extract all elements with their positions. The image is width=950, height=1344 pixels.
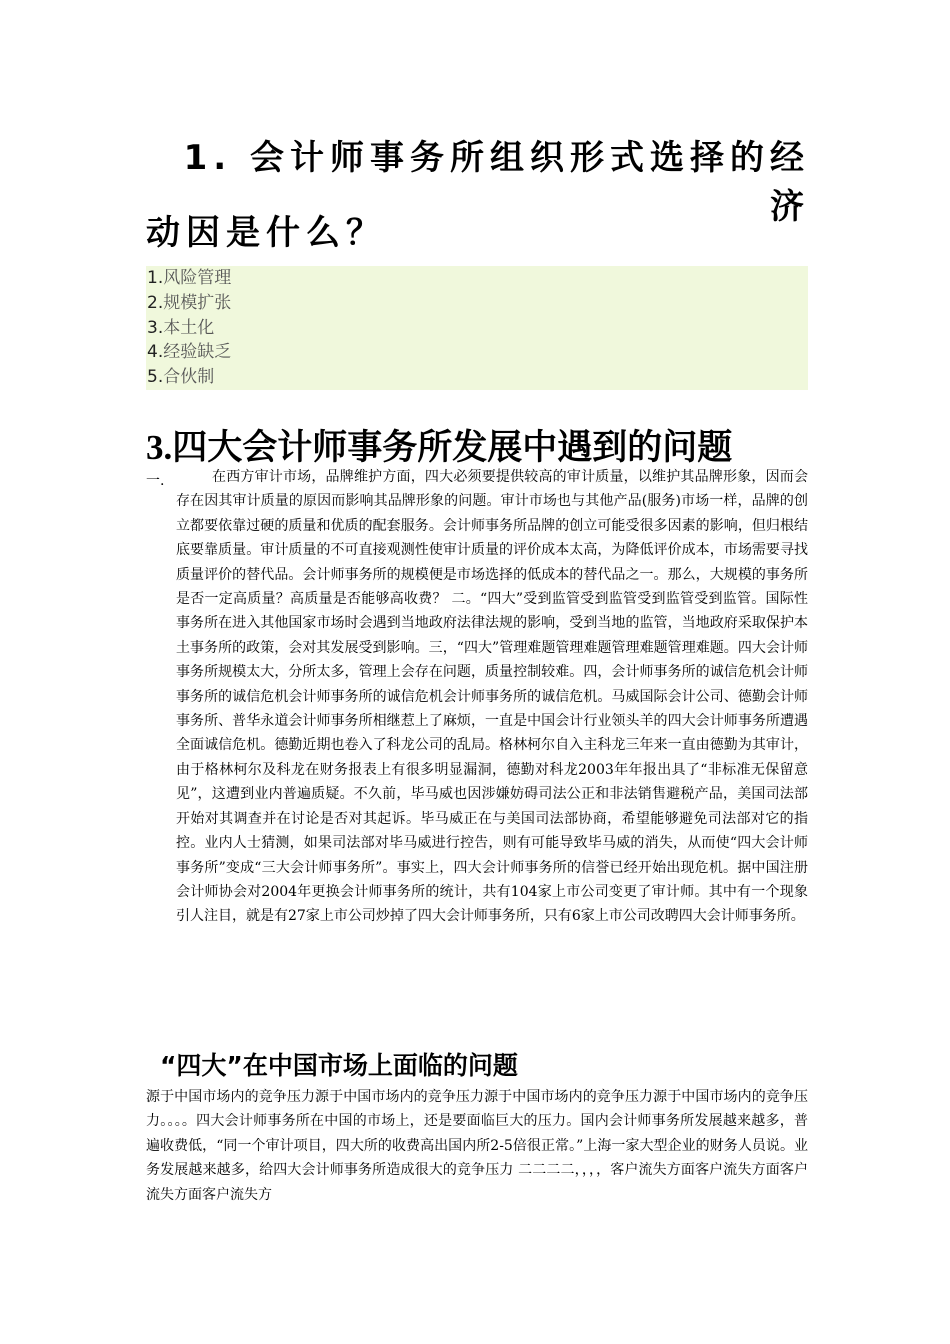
list-item <box>146 316 808 341</box>
list-item <box>146 340 808 365</box>
body-paragraph-china: 源于中国市场内的竞争压力源于中国市场内的竞争压力源于中国市场内的竞争压力源于中国市场内的竞争压力。。。。四大会计师事务所在中国的市场上，还是要面临巨大的压力。国内会计师事务所发展越来越多，普遍收费低，“同一个审计项目，四大所的收费高出国内所2-5倍很正常。”上海一家大型企业的财务人员说。业务发展越来越多，给四大会计师事务所造成很大的竞争压力 二二二二，，，，客户流失方面客户流失方面客户流失方面客户流失方 <box>146 1089 808 1203</box>
list-item-number: 5. <box>147 367 164 388</box>
list-item-number: 3. <box>147 317 164 338</box>
list-item-number: 1. <box>147 268 164 288</box>
list-marker: 一. <box>146 473 165 489</box>
list-item-text: 风险管理 <box>163 268 232 288</box>
heading-question-line1: 1. 会计师事务所组织形式选择的经济 <box>183 138 810 227</box>
list-item <box>146 365 808 390</box>
list-item-number: 2. <box>147 292 164 313</box>
list-item <box>146 266 808 291</box>
list-item-text: 合伙制 <box>163 367 215 388</box>
list-item-text: 本土化 <box>163 317 215 338</box>
list-item-text: 规模扩张 <box>163 292 232 313</box>
list-item-number: 4. <box>147 342 164 363</box>
section-heading-china-market: “四大”在中国市场上面临的问题 <box>160 1051 518 1080</box>
body-paragraph: 在西方审计市场，品牌维护方面，四大必须要提供较高的审计质量，以维护其品牌形象，因而会存在因其审计质量的原因而影响其品牌形象的问题。审计市场也与其他产品(服务)市场一样，品牌的创立都要依靠过硬的质量和优质的配套服务。会计师事务所品牌的创立可能受很多因素的影响，但归根结底要靠质量。审计质量的不可直接观测性使审计质量的评价成本太高，为降低评价成本，市场需要寻找质量评价的替代品。会计师事务所的规模便是市场选择的低成本的替代品之一。那么，大规模的事务所是否一定高质量？高质量是否能够高收费？ 二。“四大”受到监管受到监管受到监管受到监管。国际性事务所在进入其他国家市场时会遇到当地政府法律法规的影响，受到当地的监管，当地政府采取保护本土事务所的政策，会对其发展受到影响。三，“四大”管理难题管理难题管理难题管理难题。四大会计师事务所规模太大，分所太多，管理上会存在问题，质量控制较难。四，会计师事务所的诚信危机会计师事务所的诚信危机会计师事务所的诚信危机会计师事务所的诚信危机。马威国际会计公司、德勤会计师事务所、普华永道会计师事务所相继惹上了麻烦，一直是中国会计行业领头羊的四大会计师事务所遭遇全面诚信危机。德勤近期也卷入了科龙公司的乱局。格林柯尔自入主科龙三年来一直由德勤为其审计，由于格林柯尔及科龙在财务报表上有很多明显漏洞，德勤对科龙2003年年报出具了“非标准无保留意见”，这遭到业内普遍质疑。不久前，毕马威也因涉嫌妨碍司法公正和非法销售避税产品，美国司法部开始对其调查并在讨论是否对其起诉。毕马威正在与美国司法部协商，希望能够避免司法部对它的指控。业内人士猜测，如果司法部对毕马威进行控告，则有可能导致毕马威的消失，从而使“四大会计师事务所”变成“三大会计师事务所”。事实上，四大会计师事务所的信誉已经开始出现危机。据中国注册会计师协会对2004年更换会计师事务所的统计，共有104家上市公司变更了审计师。其中有一个现象引人注目，就是有27家上市公司炒掉了四大会计师事务所，只有6家上市公司改聘四大会计师事务所。 <box>176 469 808 925</box>
list-item <box>146 291 808 316</box>
answer-list <box>146 266 808 390</box>
section-heading-problems: 3.四大会计师事务所发展中遇到的问题 <box>146 428 733 467</box>
heading-question-line2: 动因是什么？ <box>146 213 386 253</box>
list-item-text: 经验缺乏 <box>163 342 232 363</box>
